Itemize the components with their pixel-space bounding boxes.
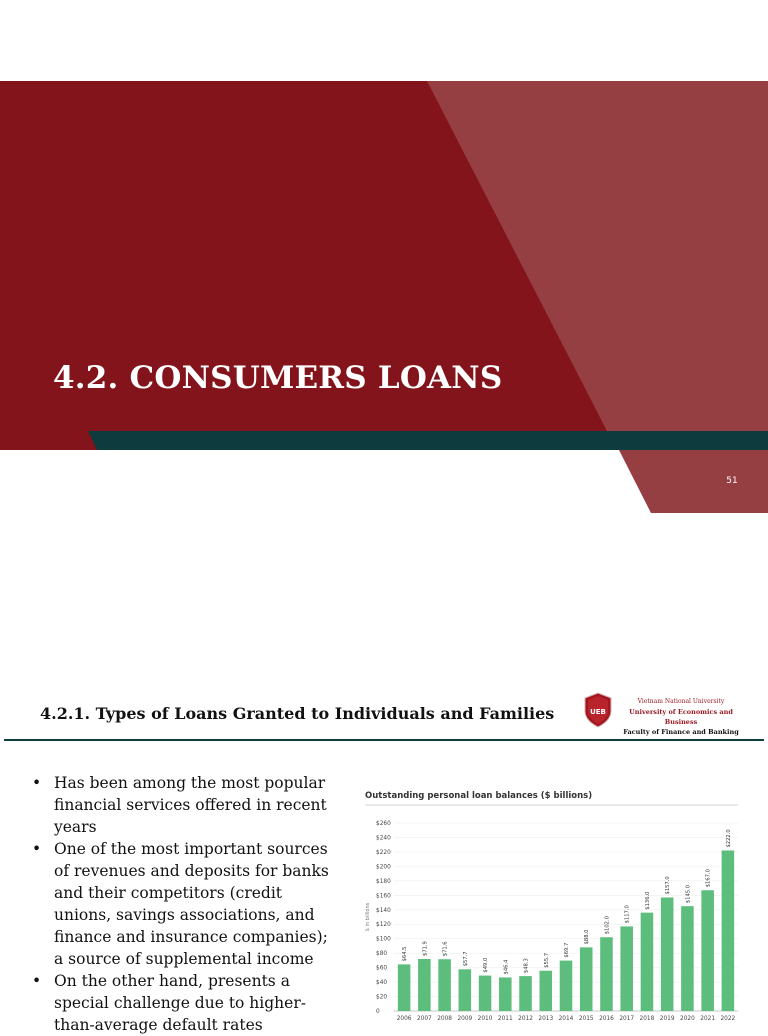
y-tick-label: $200 (376, 864, 391, 871)
bar-2010 (479, 976, 492, 1011)
bar-value-label: $117.0 (624, 905, 631, 924)
section-title: 4.2.1. Types of Loans Granted to Individuals and Families (40, 704, 555, 723)
bar-value-label: $69.7 (564, 942, 570, 958)
y-tick-label: $60 (376, 965, 388, 972)
bar-2007 (418, 959, 431, 1011)
banner-stripe (0, 431, 768, 450)
logo-text: UEB (590, 708, 606, 716)
page-number: 51 (726, 476, 738, 486)
bar-2009 (459, 969, 472, 1011)
y-tick-label: $220 (376, 849, 391, 856)
bar-2016 (600, 937, 613, 1011)
header-divider (4, 739, 764, 741)
faculty-line: Faculty of Finance and Banking (623, 728, 739, 736)
bar-value-label: $57.7 (462, 951, 469, 967)
bar-value-label: $49.0 (483, 957, 490, 973)
y-tick-label: $260 (376, 821, 391, 827)
university-line-1: Vietnam National University (637, 698, 725, 705)
y-tick-label: $140 (376, 907, 391, 914)
y-tick-label: $160 (376, 893, 391, 900)
bar-2017 (620, 926, 633, 1011)
bar-2015 (580, 947, 593, 1011)
bar-value-label: $64.5 (402, 946, 409, 962)
bar-2006 (398, 964, 411, 1011)
bar-2012 (519, 976, 532, 1011)
bar-value-label: $167.0 (705, 869, 712, 888)
x-tick-label: 2021 (700, 1016, 716, 1022)
x-tick-label: 2015 (578, 1016, 594, 1022)
bar-2011 (499, 977, 512, 1011)
bullet-text: One of the most important sources of revenues and deposits for banks and their competitors (credit unions, savings associations, and finance and insurance companies); a source of supplemental income (54, 840, 329, 968)
ueb-shield-logo-icon (582, 692, 614, 728)
x-tick-label: 2007 (416, 1016, 432, 1022)
chart-canvas (342, 784, 752, 1024)
x-tick-label: 2016 (599, 1016, 614, 1022)
bar-value-label: $71.9 (422, 941, 429, 957)
y-tick-label: 0 (376, 1009, 380, 1015)
x-tick-label: 2019 (659, 1016, 675, 1022)
x-tick-label: 2014 (558, 1016, 574, 1022)
bullet-item (30, 970, 342, 1036)
university-line-2: University of Economics and Business (629, 708, 733, 726)
bar-value-label: $46.4 (503, 959, 510, 975)
bar-value-label: $222.0 (725, 829, 732, 848)
bullet-item (30, 772, 342, 838)
bar-2008 (438, 959, 451, 1011)
x-tick-label: 2020 (680, 1016, 695, 1022)
x-tick-label: 2012 (518, 1016, 533, 1022)
x-tick-label: 2018 (639, 1016, 655, 1022)
bar-2021 (701, 890, 714, 1011)
y-tick-label: $40 (376, 980, 388, 987)
bar-value-label: $136.0 (644, 891, 651, 910)
bullet-text: Has been among the most popular financial services offered in recent years (54, 774, 327, 836)
x-tick-label: 2011 (497, 1016, 513, 1022)
x-tick-label: 2017 (619, 1016, 635, 1022)
x-tick-label: 2010 (477, 1016, 493, 1022)
bar-value-label: $71.6 (442, 941, 449, 957)
bar-value-label: $55.7 (543, 952, 550, 968)
y-tick-label: $80 (376, 951, 388, 958)
x-tick-label: 2006 (396, 1016, 412, 1022)
bullet-dot: • (32, 774, 42, 792)
bullet-text: On the other hand, presents a special challenge due to higher-than-average default rates (54, 972, 306, 1034)
slide-title: 4.2. CONSUMERS LOANS (53, 360, 503, 396)
x-tick-label: 2013 (538, 1016, 554, 1022)
bar-value-label: $157.0 (665, 876, 672, 895)
x-tick-label: 2022 (720, 1016, 736, 1022)
x-tick-label: 2009 (457, 1016, 473, 1022)
content-slide (0, 640, 768, 1034)
bar-2019 (661, 897, 674, 1011)
bullet-dot: • (32, 972, 42, 990)
bar-value-label: $48.3 (523, 958, 530, 974)
y-tick-label: $240 (376, 835, 391, 842)
bar-2014 (560, 961, 573, 1011)
chart-title: Outstanding personal loan balances ($ billions) (365, 791, 593, 801)
bar-2018 (641, 913, 654, 1011)
y-tick-label: $180 (376, 878, 391, 885)
bar-value-label: $145.0 (685, 884, 692, 904)
bullet-dot: • (32, 840, 42, 858)
bar-value-label: $88.0 (584, 929, 591, 945)
bullet-list (30, 772, 342, 1036)
loan-balance-chart (342, 784, 752, 1024)
university-name-block (616, 697, 746, 737)
y-tick-label: $120 (376, 922, 391, 929)
y-tick-label: $100 (376, 936, 391, 943)
bar-2020 (681, 906, 694, 1011)
y-tick-label: $20 (376, 994, 388, 1001)
bar-value-label: $102.0 (604, 916, 611, 935)
bullet-item (30, 838, 342, 970)
bar-2022 (722, 850, 735, 1011)
x-tick-label: 2008 (437, 1016, 452, 1022)
bar-2013 (539, 971, 552, 1011)
y-axis-label: $ in billions (365, 902, 371, 932)
